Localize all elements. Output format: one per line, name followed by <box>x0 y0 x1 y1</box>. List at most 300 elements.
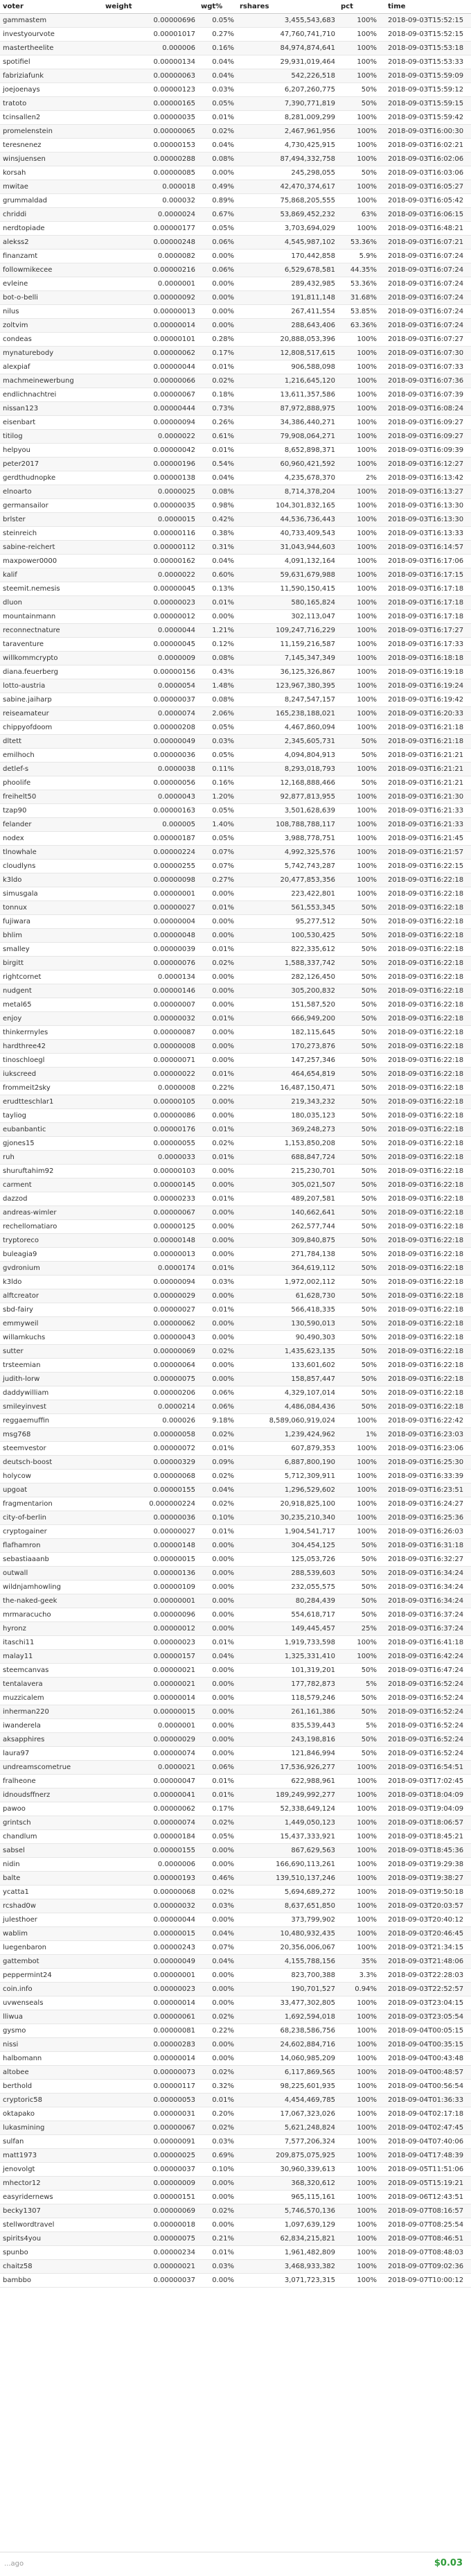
voter-cell[interactable]: alexpiaf <box>0 360 103 374</box>
voter-cell[interactable]: gvdronium <box>0 1262 103 1276</box>
pct-cell: 100% <box>338 1899 380 1913</box>
voter-cell[interactable]: spunbo <box>0 2246 103 2260</box>
voter-cell[interactable]: k3ldo <box>0 873 103 887</box>
voter-cell[interactable]: iwanderela <box>0 1719 103 1733</box>
time-cell: 2018-09-03T15:59:09 <box>380 69 471 83</box>
rshares-cell: 305,200,832 <box>237 984 338 998</box>
table-row <box>0 1678 471 1691</box>
voter-cell[interactable]: tentalavera <box>0 1678 103 1691</box>
voter-cell[interactable]: maxpower0000 <box>0 555 103 568</box>
voter-cell[interactable]: investyourvote <box>0 28 103 42</box>
pct-cell: 50% <box>338 943 380 957</box>
pct-cell: 50% <box>338 1123 380 1137</box>
weight-cell: 0.00000043 <box>103 1331 198 1345</box>
voter-cell[interactable]: brlster <box>0 513 103 527</box>
time-cell: 2018-09-03T18:04:09 <box>380 1789 471 1802</box>
voter-cell[interactable]: emilhoch <box>0 749 103 763</box>
weight-cell: 0.00000012 <box>103 610 198 624</box>
voter-cell[interactable]: steemcanvas <box>0 1664 103 1678</box>
voter-cell[interactable]: deutsch-boost <box>0 1456 103 1470</box>
voter-cell[interactable]: hardthree42 <box>0 1040 103 1054</box>
voter-cell[interactable]: eisenbart <box>0 416 103 430</box>
weight-cell: 0.00000023 <box>103 1983 198 1996</box>
pct-cell: 100% <box>338 2260 380 2274</box>
rshares-cell: 84,974,874,641 <box>237 42 338 55</box>
column-header-voter[interactable]: voter <box>0 0 103 14</box>
voter-cell[interactable]: coin.info <box>0 1983 103 1996</box>
rshares-cell: 5,742,743,287 <box>237 860 338 873</box>
time-cell: 2018-09-03T18:45:36 <box>380 1844 471 1858</box>
time-cell: 2018-09-03T16:00:30 <box>380 125 471 139</box>
voter-cell[interactable]: lotto-austria <box>0 679 103 693</box>
rshares-cell: 95,277,512 <box>237 915 338 929</box>
rshares-cell: 109,247,716,229 <box>237 624 338 638</box>
wgt-pct-cell: 0.00% <box>198 1206 237 1220</box>
voter-cell[interactable]: detlef-s <box>0 763 103 776</box>
voter-cell[interactable]: promelenstein <box>0 125 103 139</box>
voter-cell[interactable]: itaschi11 <box>0 1636 103 1650</box>
weight-cell: 0.00000074 <box>103 1747 198 1761</box>
wgt-pct-cell: 0.02% <box>198 125 237 139</box>
voter-cell[interactable]: chaitz58 <box>0 2260 103 2274</box>
pct-cell: 53.36% <box>338 236 380 250</box>
voter-cell[interactable]: ycatta1 <box>0 1886 103 1899</box>
voter-cell[interactable]: joejoenays <box>0 83 103 97</box>
time-cell: 2018-09-04T00:35:15 <box>380 2038 471 2052</box>
voter-cell[interactable]: fabriziafunk <box>0 69 103 83</box>
pct-cell: 50% <box>338 1345 380 1359</box>
time-cell: 2018-09-03T16:22:18 <box>380 929 471 943</box>
voter-cell[interactable]: becky1307 <box>0 2204 103 2218</box>
weight-cell: 0.00000053 <box>103 2094 198 2107</box>
wgt-pct-cell: 0.01% <box>198 1636 237 1650</box>
table-row <box>0 541 471 555</box>
rshares-cell: 92,877,813,955 <box>237 790 338 804</box>
voter-cell[interactable]: bot-o-belli <box>0 291 103 305</box>
voter-cell[interactable]: k3ldo <box>0 1276 103 1289</box>
voter-cell[interactable]: oktapako <box>0 2107 103 2121</box>
voter-cell[interactable]: mrmaracucho <box>0 1608 103 1622</box>
voter-cell[interactable]: helpyou <box>0 444 103 458</box>
voter-cell[interactable]: smileyinvest <box>0 1400 103 1414</box>
voter-cell[interactable]: trsteemian <box>0 1359 103 1373</box>
voter-cell[interactable]: bambbo <box>0 2274 103 2288</box>
weight-cell: 0.00000136 <box>103 1567 198 1581</box>
table-row <box>0 485 471 499</box>
time-cell: 2018-09-03T20:46:45 <box>380 1927 471 1941</box>
voter-cell[interactable]: reconnectnature <box>0 624 103 638</box>
table-row <box>0 971 471 984</box>
weight-cell: 0.00000156 <box>103 665 198 679</box>
wgt-pct-cell: 0.07% <box>198 1941 237 1955</box>
pct-cell: 50% <box>338 984 380 998</box>
weight-cell: 0.00000001 <box>103 1594 198 1608</box>
voter-cell[interactable]: spirits4you <box>0 2232 103 2246</box>
voter-cell[interactable]: evleine <box>0 277 103 291</box>
voter-cell[interactable]: lukasmining <box>0 2121 103 2135</box>
voter-cell[interactable]: aksapphires <box>0 1733 103 1747</box>
wgt-pct-cell: 0.03% <box>198 83 237 97</box>
rshares-cell: 302,113,047 <box>237 610 338 624</box>
voter-cell[interactable]: nidin <box>0 1858 103 1872</box>
voter-cell[interactable]: peter2017 <box>0 458 103 471</box>
voter-cell[interactable]: cryptoric58 <box>0 2094 103 2107</box>
voter-cell[interactable]: taraventure <box>0 638 103 652</box>
pct-cell: 50% <box>338 1081 380 1095</box>
voter-cell[interactable]: ruh <box>0 1151 103 1165</box>
voter-cell[interactable]: korsah <box>0 166 103 180</box>
voter-cell[interactable]: eubanbantic <box>0 1123 103 1137</box>
voter-cell[interactable]: finanzamt <box>0 250 103 263</box>
voter-cell[interactable]: mhector12 <box>0 2177 103 2191</box>
voter-cell[interactable]: dazzod <box>0 1192 103 1206</box>
voter-cell[interactable]: mwitae <box>0 180 103 194</box>
voter-cell[interactable]: pawoo <box>0 1802 103 1816</box>
voter-cell[interactable]: andreas-wimler <box>0 1206 103 1220</box>
voter-cell[interactable]: gammastem <box>0 14 103 28</box>
pct-cell: 100% <box>338 2135 380 2149</box>
time-cell: 2018-09-03T16:17:18 <box>380 596 471 610</box>
table-row <box>0 1941 471 1955</box>
weight-cell: 0.00001017 <box>103 28 198 42</box>
voter-cell[interactable]: julesthoer <box>0 1913 103 1927</box>
voter-cell[interactable]: easyridernews <box>0 2191 103 2204</box>
voter-cell[interactable]: nodex <box>0 832 103 846</box>
pct-cell: 50% <box>338 1581 380 1594</box>
weight-cell: 0.00000025 <box>103 2149 198 2163</box>
voter-cell[interactable]: nissan123 <box>0 402 103 416</box>
voter-cell[interactable]: birgitt <box>0 957 103 971</box>
voter-cell[interactable]: gattembot <box>0 1955 103 1969</box>
voter-cell[interactable]: mountainmann <box>0 610 103 624</box>
voter-cell[interactable]: fragmentarion <box>0 1497 103 1511</box>
voter-cell[interactable]: condeas <box>0 333 103 347</box>
column-header-time[interactable]: time <box>380 0 471 14</box>
voter-cell[interactable]: titilog <box>0 430 103 444</box>
pct-cell: 50% <box>338 1691 380 1705</box>
weight-cell: 0.00000031 <box>103 2107 198 2121</box>
voter-cell[interactable]: berthold <box>0 2080 103 2094</box>
rshares-cell: 59,631,679,988 <box>237 568 338 582</box>
voter-cell[interactable]: diana.feuerberg <box>0 665 103 679</box>
voter-cell[interactable]: phoolife <box>0 776 103 790</box>
weight-cell: 0.00000112 <box>103 541 198 555</box>
time-cell: 2018-09-03T16:25:30 <box>380 1456 471 1470</box>
voter-cell[interactable]: luegenbaron <box>0 1941 103 1955</box>
voter-cell[interactable]: tlnowhale <box>0 846 103 860</box>
voter-cell[interactable]: nilus <box>0 305 103 319</box>
weight-cell: 0.0000043 <box>103 790 198 804</box>
voter-cell[interactable]: nerdtopiade <box>0 222 103 236</box>
voter-cell[interactable]: gjones15 <box>0 1137 103 1151</box>
voter-cell[interactable]: laura97 <box>0 1747 103 1761</box>
wgt-pct-cell: 0.04% <box>198 139 237 153</box>
voter-cell[interactable]: inherman220 <box>0 1705 103 1719</box>
payout-amount[interactable]: $0.03 <box>434 2558 463 2568</box>
wgt-pct-cell: 1.48% <box>198 679 237 693</box>
time-cell: 2018-09-03T16:07:36 <box>380 374 471 388</box>
voter-cell[interactable]: mastertheelite <box>0 42 103 55</box>
voter-cell[interactable]: upgoat <box>0 1483 103 1497</box>
wgt-pct-cell: 0.00% <box>198 1622 237 1636</box>
wgt-pct-cell: 0.01% <box>198 1262 237 1276</box>
voter-cell[interactable]: muzzicalem <box>0 1691 103 1705</box>
voter-cell[interactable]: lliwua <box>0 2010 103 2024</box>
wgt-pct-cell: 0.07% <box>198 846 237 860</box>
pct-cell: 100% <box>338 652 380 665</box>
voter-cell[interactable]: gysmo <box>0 2024 103 2038</box>
table-row <box>0 665 471 679</box>
wgt-pct-cell: 0.00% <box>198 1719 237 1733</box>
voter-cell[interactable]: cloudlyns <box>0 860 103 873</box>
voter-cell[interactable]: winsjuensen <box>0 153 103 166</box>
voter-cell[interactable]: idnoudsffnerz <box>0 1789 103 1802</box>
voter-cell[interactable]: willamkuchs <box>0 1331 103 1345</box>
time-cell: 2018-09-03T16:07:30 <box>380 347 471 360</box>
pct-cell: 50% <box>338 1178 380 1192</box>
voter-cell[interactable]: judith-lorw <box>0 1373 103 1386</box>
voter-cell[interactable]: steemvestor <box>0 1442 103 1456</box>
voter-cell[interactable]: cryptogainer <box>0 1525 103 1539</box>
voter-cell[interactable]: city-of-berlin <box>0 1511 103 1525</box>
voter-cell[interactable]: smalley <box>0 943 103 957</box>
rshares-cell: 12,168,888,466 <box>237 776 338 790</box>
time-cell: 2018-09-03T16:13:27 <box>380 485 471 499</box>
rshares-cell: 166,690,113,261 <box>237 1858 338 1872</box>
voter-cell[interactable]: spotifiel <box>0 55 103 69</box>
voter-cell[interactable]: kalif <box>0 568 103 582</box>
voter-cell[interactable]: carment <box>0 1178 103 1192</box>
table-row <box>0 1567 471 1581</box>
table-row <box>0 499 471 513</box>
pct-cell: 100% <box>338 707 380 721</box>
voter-cell[interactable]: chandlum <box>0 1830 103 1844</box>
voter-cell[interactable]: chippyofdoom <box>0 721 103 735</box>
voter-cell[interactable]: the-naked-geek <box>0 1594 103 1608</box>
wgt-pct-cell: 0.01% <box>198 1192 237 1206</box>
table-row <box>0 1927 471 1941</box>
voter-cell[interactable]: undreamscometrue <box>0 1761 103 1775</box>
time-cell: 2018-09-03T16:31:18 <box>380 1539 471 1553</box>
voter-cell[interactable]: germansailor <box>0 499 103 513</box>
rshares-cell: 8,652,898,371 <box>237 444 338 458</box>
voter-cell[interactable]: dltett <box>0 735 103 749</box>
time-cell: 2018-09-03T16:22:18 <box>380 1373 471 1386</box>
wgt-pct-cell: 0.00% <box>198 1178 237 1192</box>
voter-cell[interactable]: peppermint24 <box>0 1969 103 1983</box>
wgt-pct-cell: 0.13% <box>198 582 237 596</box>
voter-cell[interactable]: holycow <box>0 1470 103 1483</box>
table-row <box>0 624 471 638</box>
voter-cell[interactable]: sutter <box>0 1345 103 1359</box>
voter-cell[interactable]: tayliog <box>0 1109 103 1123</box>
voter-cell[interactable]: willkommcrypto <box>0 652 103 665</box>
voter-cell[interactable]: steinreich <box>0 527 103 541</box>
rshares-cell: 3,501,628,639 <box>237 804 338 818</box>
voter-cell[interactable]: alekss2 <box>0 236 103 250</box>
rshares-cell: 215,230,701 <box>237 1165 338 1178</box>
voter-cell[interactable]: iukscreed <box>0 1068 103 1081</box>
voter-cell[interactable]: tcinsallen2 <box>0 111 103 125</box>
rshares-cell: 118,579,246 <box>237 1691 338 1705</box>
voter-cell[interactable]: wablim <box>0 1927 103 1941</box>
pct-cell: 50% <box>338 1109 380 1123</box>
voter-cell[interactable]: daddywilliam <box>0 1386 103 1400</box>
rshares-cell: 223,422,801 <box>237 887 338 901</box>
pct-cell: 100% <box>338 1414 380 1428</box>
voter-cell[interactable]: mynaturebody <box>0 347 103 360</box>
voter-cell[interactable]: stellwordtravel <box>0 2218 103 2232</box>
voter-cell[interactable]: followmikecee <box>0 263 103 277</box>
voter-cell[interactable]: tryptoreco <box>0 1234 103 1248</box>
wgt-pct-cell: 0.03% <box>198 1899 237 1913</box>
time-cell: 2018-09-03T16:13:30 <box>380 499 471 513</box>
wgt-pct-cell: 0.02% <box>198 1497 237 1511</box>
voter-cell[interactable]: reiseamateur <box>0 707 103 721</box>
voter-cell[interactable]: tinoschloegl <box>0 1054 103 1068</box>
voter-cell[interactable]: hyronz <box>0 1622 103 1636</box>
voter-cell[interactable]: bhlim <box>0 929 103 943</box>
time-cell: 2018-09-03T16:07:24 <box>380 250 471 263</box>
rshares-cell: 4,091,132,164 <box>237 555 338 568</box>
pct-cell: 100% <box>338 1650 380 1664</box>
voter-cell[interactable]: sbd-fairy <box>0 1303 103 1317</box>
voter-cell[interactable]: zoltvim <box>0 319 103 333</box>
pct-cell: 63% <box>338 208 380 222</box>
voter-cell[interactable]: rightcornet <box>0 971 103 984</box>
pct-cell: 100% <box>338 2094 380 2107</box>
wgt-pct-cell: 0.00% <box>198 250 237 263</box>
column-header-pct[interactable]: pct <box>338 0 380 14</box>
voter-cell[interactable]: grintsch <box>0 1816 103 1830</box>
voter-cell[interactable]: tzap90 <box>0 804 103 818</box>
voter-cell[interactable]: dluon <box>0 596 103 610</box>
voter-cell[interactable]: sabine-reichert <box>0 541 103 555</box>
voter-cell[interactable]: sabine.jaiharp <box>0 693 103 707</box>
voter-cell[interactable]: jenovolgt <box>0 2163 103 2177</box>
voter-cell[interactable]: elnoarto <box>0 485 103 499</box>
weight-cell: 0.00000027 <box>103 1303 198 1317</box>
voter-cell[interactable]: endlichnachtrei <box>0 388 103 402</box>
voter-cell[interactable]: simusgala <box>0 887 103 901</box>
table-row <box>0 263 471 277</box>
voter-cell[interactable]: halbomann <box>0 2052 103 2066</box>
column-header-wgt-pct[interactable]: wgt% <box>198 0 237 14</box>
voter-cell[interactable]: uvwenseals <box>0 1996 103 2010</box>
voter-cell[interactable]: balte <box>0 1872 103 1886</box>
voter-cell[interactable]: malay11 <box>0 1650 103 1664</box>
pct-cell: 63.36% <box>338 319 380 333</box>
voter-cell[interactable]: nissi <box>0 2038 103 2052</box>
time-cell: 2018-09-03T16:54:51 <box>380 1761 471 1775</box>
time-cell: 2018-09-05T11:51:06 <box>380 2163 471 2177</box>
rshares-cell: 101,319,201 <box>237 1664 338 1678</box>
voter-cell[interactable]: grummaldad <box>0 194 103 208</box>
voter-cell[interactable]: alftcreator <box>0 1289 103 1303</box>
time-cell: 2018-09-03T16:22:18 <box>380 1276 471 1289</box>
voter-cell[interactable]: erudtteschlar1 <box>0 1095 103 1109</box>
time-cell: 2018-09-03T16:17:15 <box>380 568 471 582</box>
pct-cell: 5% <box>338 1719 380 1733</box>
wgt-pct-cell: 0.00% <box>198 166 237 180</box>
voter-cell[interactable]: reggaemuffin <box>0 1414 103 1428</box>
voter-cell[interactable]: steemit.nemesis <box>0 582 103 596</box>
time-cell: 2018-09-03T16:52:24 <box>380 1747 471 1761</box>
pct-cell: 53.36% <box>338 277 380 291</box>
voter-cell[interactable]: nudgent <box>0 984 103 998</box>
rshares-cell: 34,386,440,271 <box>237 416 338 430</box>
voter-cell[interactable]: buleagia9 <box>0 1248 103 1262</box>
time-cell: 2018-09-03T16:19:18 <box>380 665 471 679</box>
pct-cell: 100% <box>338 721 380 735</box>
voter-cell[interactable]: emmyweil <box>0 1317 103 1331</box>
voter-cell[interactable]: tonnux <box>0 901 103 915</box>
rshares-cell: 165,238,188,021 <box>237 707 338 721</box>
weight-cell: 0.00000076 <box>103 957 198 971</box>
voter-cell[interactable]: fralheone <box>0 1775 103 1789</box>
voter-cell[interactable]: fujiwara <box>0 915 103 929</box>
rshares-cell: 177,782,873 <box>237 1678 338 1691</box>
table-row <box>0 1844 471 1858</box>
rshares-cell: 561,553,345 <box>237 901 338 915</box>
voter-cell[interactable]: metal65 <box>0 998 103 1012</box>
voter-cell[interactable]: msg768 <box>0 1428 103 1442</box>
pct-cell: 100% <box>338 1511 380 1525</box>
voter-cell[interactable]: teresnenez <box>0 139 103 153</box>
time-cell: 2018-09-03T16:22:18 <box>380 984 471 998</box>
table-row <box>0 83 471 97</box>
voter-cell[interactable]: tratoto <box>0 97 103 111</box>
column-header-weight[interactable]: weight <box>103 0 198 14</box>
voter-cell[interactable]: flafhamron <box>0 1539 103 1553</box>
voter-cell[interactable]: gerdthudnopke <box>0 471 103 485</box>
voter-cell[interactable]: outwall <box>0 1567 103 1581</box>
voter-cell[interactable]: altobee <box>0 2066 103 2080</box>
table-row <box>0 1955 471 1969</box>
voter-cell[interactable]: freihelt50 <box>0 790 103 804</box>
voter-cell[interactable]: rechellomatiaro <box>0 1220 103 1234</box>
voter-cell[interactable]: enjoy <box>0 1012 103 1026</box>
voter-cell[interactable]: matt1973 <box>0 2149 103 2163</box>
rshares-cell: 2,467,961,956 <box>237 125 338 139</box>
wgt-pct-cell: 0.05% <box>198 222 237 236</box>
voter-cell[interactable]: sabsel <box>0 1844 103 1858</box>
table-row <box>0 1802 471 1816</box>
weight-cell: 0.00000283 <box>103 2038 198 2052</box>
voter-cell[interactable]: frommeit2sky <box>0 1081 103 1095</box>
weight-cell: 0.00000069 <box>103 2204 198 2218</box>
voter-cell[interactable]: wildnjamhowling <box>0 1581 103 1594</box>
voter-cell[interactable]: sebastiaaanb <box>0 1553 103 1567</box>
voter-cell[interactable]: sulfan <box>0 2135 103 2149</box>
voter-cell[interactable]: felander <box>0 818 103 832</box>
time-cell: 2018-09-04T00:05:15 <box>380 2024 471 2038</box>
voter-cell[interactable]: chriddi <box>0 208 103 222</box>
pct-cell: 50% <box>338 1317 380 1331</box>
weight-cell: 0.00000012 <box>103 1622 198 1636</box>
weight-cell: 0.0000008 <box>103 1081 198 1095</box>
table-row <box>0 444 471 458</box>
weight-cell: 0.00000243 <box>103 1941 198 1955</box>
voter-cell[interactable]: shuruftahim92 <box>0 1165 103 1178</box>
voter-cell[interactable]: machmeinewerbung <box>0 374 103 388</box>
table-row <box>0 1442 471 1456</box>
column-header-rshares[interactable]: rshares <box>237 0 338 14</box>
voter-cell[interactable]: thinkerrnyles <box>0 1026 103 1040</box>
pct-cell: 100% <box>338 1858 380 1872</box>
voter-cell[interactable]: rcshad0w <box>0 1899 103 1913</box>
table-row <box>0 1386 471 1400</box>
